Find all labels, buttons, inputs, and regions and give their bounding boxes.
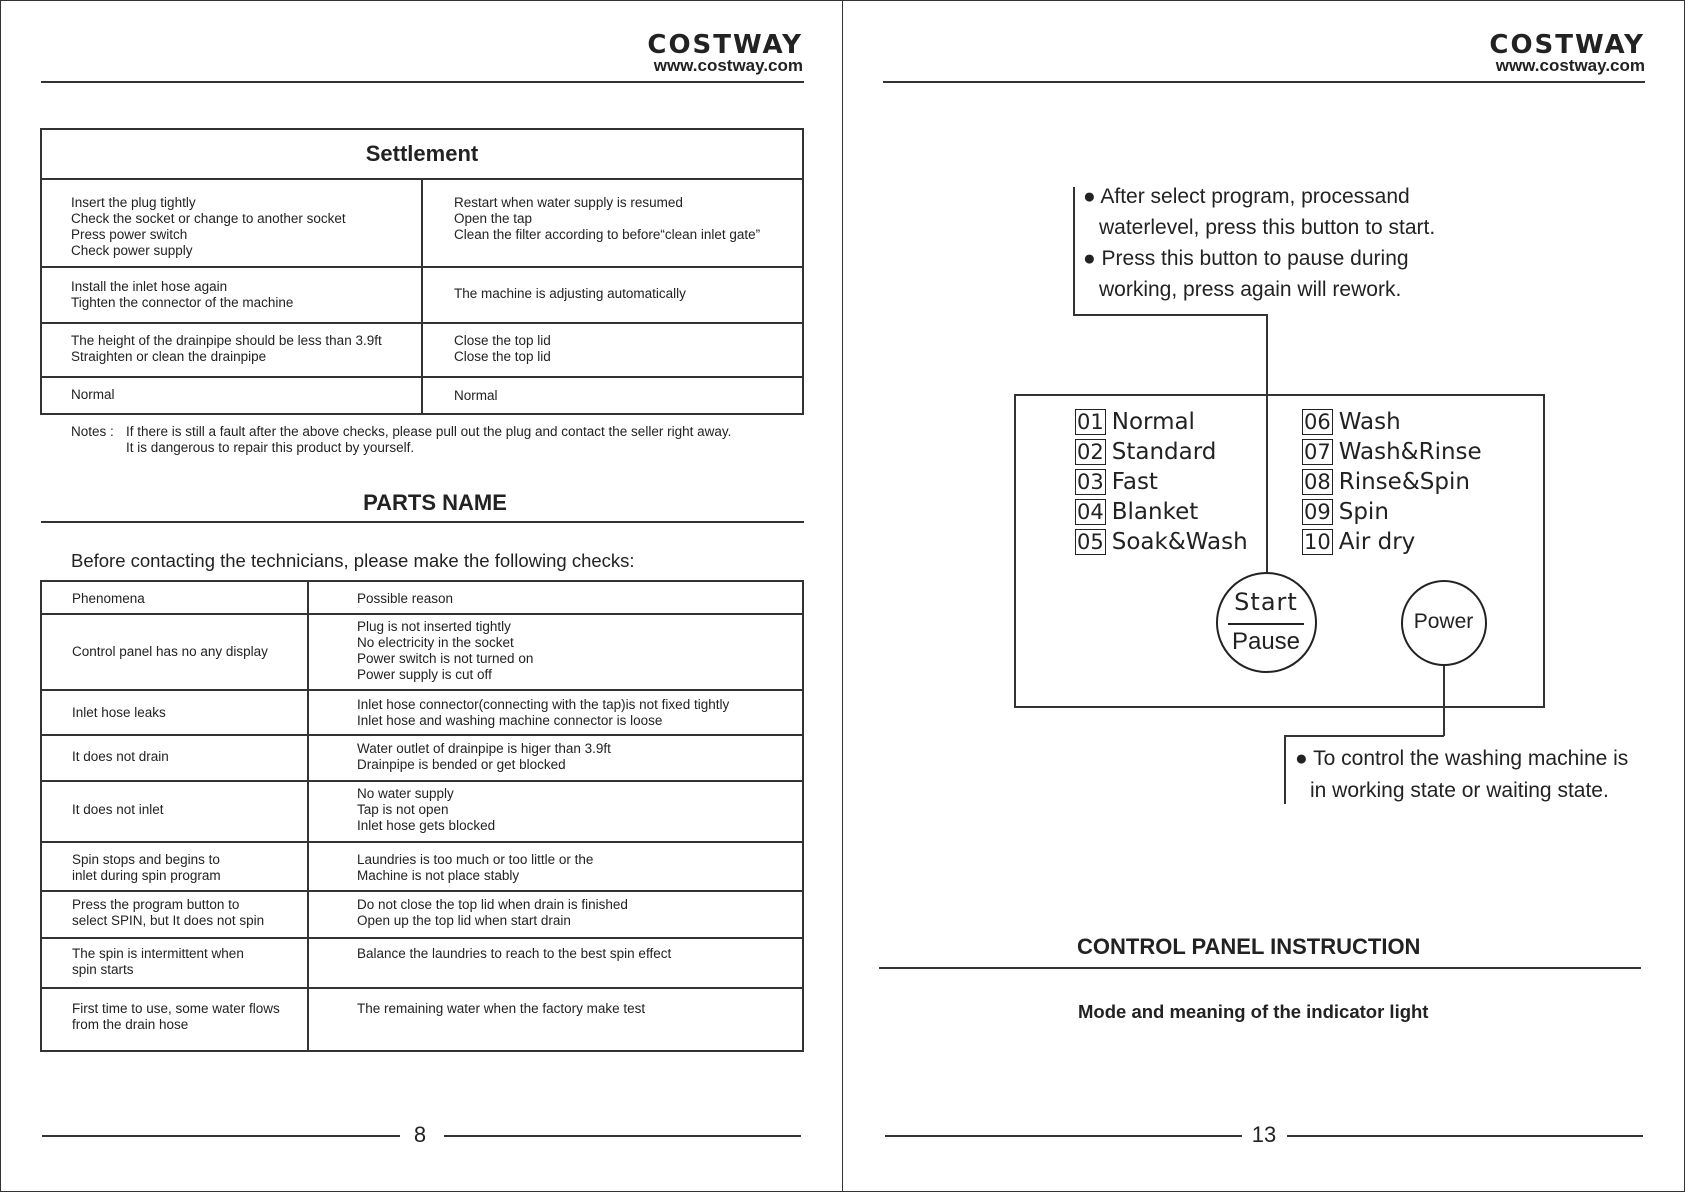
cell-line: Inlet hose and washing machine connector is loose <box>357 713 663 728</box>
callout-line <box>1443 666 1445 736</box>
cell-line: Open the tap <box>454 211 533 226</box>
notes-label: Notes : <box>71 424 114 439</box>
notes-line: If there is still a fault after the above checks, please pull out the plug and contact the seller right away. <box>126 424 732 439</box>
cell-line: Inlet hose gets blocked <box>357 818 496 833</box>
settlement-col-rule <box>421 178 423 415</box>
button-divider <box>1228 623 1304 625</box>
cell-line: Water outlet of drainpipe is higer than 3.9ft <box>357 741 611 756</box>
table-cell <box>357 786 495 834</box>
cell-line: Insert the plug tightly <box>71 195 196 210</box>
table-cell <box>357 852 593 884</box>
table-row-rule <box>40 689 804 691</box>
table-row-rule <box>40 937 804 939</box>
program-item <box>1075 467 1248 497</box>
program-name: Soak&Wash <box>1111 529 1248 555</box>
power-button <box>1401 580 1487 666</box>
table-cell <box>72 749 169 765</box>
program-number: 07 <box>1304 440 1331 464</box>
page-number-left: 8 <box>413 1122 427 1147</box>
power-label: Power <box>1413 610 1474 633</box>
table-cell <box>72 852 221 884</box>
program-number: 03 <box>1077 470 1104 494</box>
start-pause-button <box>1216 572 1317 673</box>
cell-line: The spin is intermittent when <box>72 946 244 961</box>
cell-line: Press power switch <box>71 227 188 242</box>
settlement-cell <box>454 388 498 404</box>
cell-line: Check power supply <box>71 243 193 258</box>
cell-line: Close the top lid <box>454 349 551 364</box>
footer-rule <box>1287 1135 1643 1137</box>
table-cell <box>72 1001 280 1033</box>
cell-line: It does not drain <box>72 749 169 764</box>
program-name: Wash <box>1338 409 1401 435</box>
cell-line: The machine is adjusting automatically <box>454 286 686 301</box>
cell-line: It does not inlet <box>72 802 164 817</box>
program-name: Wash&Rinse <box>1338 439 1482 465</box>
settlement-cell <box>71 387 115 403</box>
cell-line: Install the inlet hose again <box>71 279 228 294</box>
program-number: 01 <box>1077 410 1104 434</box>
cell-line: Restart when water supply is resumed <box>454 195 683 210</box>
note-line: After select program, processand <box>1100 185 1410 208</box>
cell-line: Straighten or clean the drainpipe <box>71 349 267 364</box>
parts-rule <box>41 521 804 523</box>
cell-line: Clean the filter according to before“clean inlet gate” <box>454 227 761 242</box>
program-item <box>1302 467 1482 497</box>
program-number: 09 <box>1304 500 1331 524</box>
cell-line: Press the program button to <box>72 897 240 912</box>
cell-line: Tighten the connector of the machine <box>71 295 294 310</box>
cell-line: Drainpipe is bended or get blocked <box>357 757 566 772</box>
program-number: 08 <box>1304 470 1331 494</box>
note-line: Press this button to pause during <box>1101 247 1409 270</box>
callout-line <box>1284 735 1444 737</box>
program-name: Spin <box>1338 499 1389 525</box>
cell-line: Balance the laundries to reach to the best spin effect <box>357 946 672 961</box>
table-cell <box>357 1001 645 1017</box>
costway-url: www.costway.com <box>653 56 803 75</box>
program-item <box>1302 527 1482 557</box>
program-name: Fast <box>1111 469 1158 495</box>
table-cell <box>72 897 264 929</box>
settlement-cell <box>71 195 346 259</box>
table-cell <box>357 697 729 729</box>
settlement-cell <box>71 279 293 311</box>
cell-line: Inlet hose leaks <box>72 705 166 720</box>
parts-name-title: PARTS NAME <box>363 490 507 515</box>
settlement-row-rule <box>40 266 804 268</box>
cell-line: Open up the top lid when start drain <box>357 913 571 928</box>
callout-line <box>1284 735 1286 804</box>
program-name: Rinse&Spin <box>1338 469 1470 495</box>
cell-line: Do not close the top lid when drain is finished <box>357 897 628 912</box>
page-divider <box>842 0 843 1192</box>
settlement-row-rule <box>40 376 804 378</box>
cell-line: Spin stops and begins to <box>72 852 220 867</box>
program-number: 02 <box>1077 440 1104 464</box>
cell-line: spin starts <box>72 962 134 977</box>
program-number: 10 <box>1304 530 1331 554</box>
program-item <box>1302 437 1482 467</box>
table-row-rule <box>40 987 804 989</box>
cell-line: Laundries is too much or too little or the <box>357 852 594 867</box>
cell-line: The height of the drainpipe should be less than 3.9ft <box>71 333 382 348</box>
header-rule <box>41 81 804 83</box>
costway-logo: COSTWAY <box>647 30 803 60</box>
program-name: Normal <box>1111 409 1195 435</box>
notes-text <box>126 424 731 456</box>
table-cell <box>72 802 164 818</box>
indicator-subtitle: Mode and meaning of the indicator light <box>1078 1001 1429 1022</box>
table-header-phenomena: Phenomena <box>72 591 145 606</box>
program-number: 06 <box>1304 410 1331 434</box>
cell-line: Normal <box>454 388 498 403</box>
cell-line: Power switch is not turned on <box>357 651 534 666</box>
cell-line: The remaining water when the factory make test <box>357 1001 646 1016</box>
program-number: 04 <box>1077 500 1104 524</box>
table-header-reason: Possible reason <box>357 591 454 606</box>
start-label: Start <box>1234 588 1298 616</box>
callout-line <box>1073 314 1267 316</box>
program-name: Blanket <box>1111 499 1199 525</box>
cell-line: No water supply <box>357 786 454 801</box>
cell-line: Machine is not place stably <box>357 868 520 883</box>
table-row-rule <box>40 841 804 843</box>
cell-line: No electricity in the socket <box>357 635 514 650</box>
program-item <box>1075 407 1248 437</box>
cell-line: from the drain hose <box>72 1017 189 1032</box>
bullet-dot-icon: ● <box>1295 747 1314 770</box>
table-row-rule <box>40 613 804 615</box>
cell-line: Normal <box>71 387 115 402</box>
table-cell <box>357 619 533 683</box>
cell-line: Check the socket or change to another socket <box>71 211 346 226</box>
footer-rule <box>42 1135 400 1137</box>
cell-line: Tap is not open <box>357 802 449 817</box>
table-cell <box>357 741 611 773</box>
table-row-rule <box>40 780 804 782</box>
table-col-rule <box>307 580 309 1052</box>
note-line: To control the washing machine is <box>1313 747 1629 770</box>
cell-line: First time to use, some water flows <box>72 1001 280 1016</box>
checks-intro: Before contacting the technicians, please make the following checks: <box>71 550 635 571</box>
program-number: 05 <box>1077 530 1104 554</box>
note-line: in working state or waiting state. <box>1310 779 1609 802</box>
cell-line: Close the top lid <box>454 333 551 348</box>
table-cell <box>72 644 268 660</box>
pause-label: Pause <box>1231 628 1301 655</box>
settlement-cell <box>71 333 382 365</box>
cell-line: Control panel has no any display <box>72 644 268 659</box>
program-item <box>1302 407 1482 437</box>
power-note <box>1295 743 1628 774</box>
program-item <box>1075 437 1248 467</box>
program-item <box>1075 497 1248 527</box>
settlement-cell <box>454 333 551 365</box>
table-cell <box>357 897 628 929</box>
notes-line: It is dangerous to repair this product by yourself. <box>126 440 415 455</box>
note-line: working, press again will rework. <box>1099 278 1402 301</box>
program-name: Air dry <box>1338 529 1416 555</box>
cell-line: Plug is not inserted tightly <box>357 619 511 634</box>
bullet-dot-icon: ● <box>1083 185 1101 208</box>
header-rule <box>883 81 1645 83</box>
cell-line: Inlet hose connector(connecting with the tap)is not fixed tightly <box>357 697 730 712</box>
table-cell <box>357 946 671 962</box>
settlement-cell <box>454 195 760 243</box>
start-note-2 <box>1083 243 1409 274</box>
costway-url: www.costway.com <box>1495 56 1645 75</box>
program-list-right <box>1302 407 1482 557</box>
program-item <box>1302 497 1482 527</box>
cell-line: inlet during spin program <box>72 868 221 883</box>
section-rule <box>879 967 1641 969</box>
program-list-left <box>1075 407 1248 557</box>
footer-rule <box>885 1135 1242 1137</box>
settlement-row-rule <box>40 322 804 324</box>
costway-logo: COSTWAY <box>1489 30 1645 60</box>
settlement-cell <box>454 286 686 302</box>
cell-line: Power supply is cut off <box>357 667 492 682</box>
table-cell <box>72 946 244 978</box>
start-note-1 <box>1083 181 1410 212</box>
page-number-right: 13 <box>1251 1122 1277 1147</box>
note-line: waterlevel, press this button to start. <box>1099 216 1436 239</box>
table-row-rule <box>40 734 804 736</box>
control-panel-title: CONTROL PANEL INSTRUCTION <box>1077 934 1421 959</box>
program-item <box>1075 527 1248 557</box>
settlement-title: Settlement <box>365 141 479 166</box>
table-row-rule <box>40 890 804 892</box>
footer-rule <box>444 1135 801 1137</box>
cell-line: select SPIN, but It does not spin <box>72 913 265 928</box>
program-name: Standard <box>1111 439 1217 465</box>
bullet-dot-icon: ● <box>1083 247 1102 270</box>
callout-line <box>1073 187 1075 315</box>
table-cell <box>72 705 166 721</box>
